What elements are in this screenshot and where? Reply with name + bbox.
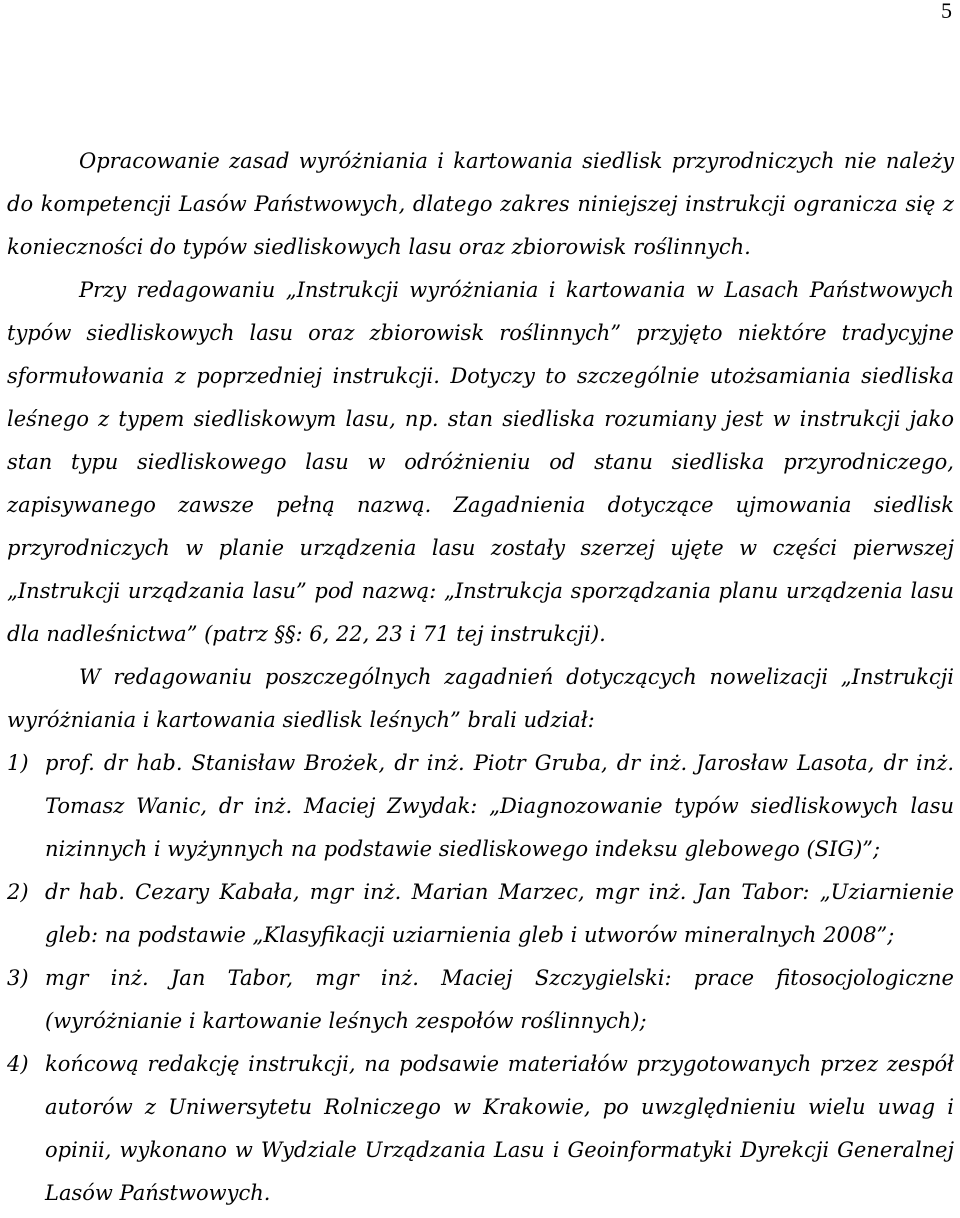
contributors-list bbox=[7, 742, 954, 1215]
list-marker: 2) bbox=[7, 880, 29, 904]
list-item bbox=[7, 1043, 954, 1215]
list-item-text: prof. dr hab. Stanisław Brożek, dr inż. Piotr Gruba, dr inż. Jarosław Lasota, dr inż. Tomasz Wanic, dr inż. Maciej Zwydak: „Diagnozowanie typów siedliskowych lasu nizinnych i wyżynnych na podstawie siedliskowego indeksu glebowego (SIG)”; bbox=[45, 751, 954, 861]
list-marker: 1) bbox=[7, 751, 29, 775]
list-item bbox=[7, 742, 954, 871]
list-marker: 4) bbox=[7, 1052, 29, 1076]
paragraph-scope: Opracowanie zasad wyróżniania i kartowania siedlisk przyrodniczych nie należy do kompetencji Lasów Państwowych, dlatego zakres niniejszej instrukcji ogranicza się z konieczności do typów siedliskowych lasu oraz zbiorowisk roślinnych. bbox=[7, 149, 954, 259]
paragraph-terminology: Przy redagowaniu „Instrukcji wyróżniania i kartowania w Lasach Państwowych typów siedliskowych lasu oraz zbiorowisk roślinnych” przyjęto niektóre tradycyjne sformułowania z poprzedniej instrukcji. Dotyczy to szczególnie utożsamiania siedliska leśnego z typem siedliskowym lasu, np. stan siedliska rozumiany jest w instrukcji jako stan typu siedliskowego lasu w odróżnieniu od stanu siedliska przyrodniczego, zapisywanego zawsze pełną nazwą. Zagadnienia dotyczące ujmowania siedlisk przyrodniczych w planie urządzenia lasu zostały szerzej ujęte w części pierwszej „Instrukcji urządzania lasu” pod nazwą: „Instrukcja sporządzania planu urządzenia lasu dla nadleśnictwa” (patrz §§: 6, 22, 23 i 71 tej instrukcji). bbox=[7, 278, 954, 646]
page-number: 5 bbox=[941, 0, 952, 23]
list-item bbox=[7, 871, 954, 957]
document-body bbox=[7, 140, 954, 1215]
list-marker: 3) bbox=[7, 966, 29, 990]
list-item-text: dr hab. Cezary Kabała, mgr inż. Marian Marzec, mgr inż. Jan Tabor: „Uziarnienie gleb: na podstawie „Klasyfikacji uziarnienia gleb i utworów mineralnych 2008”; bbox=[45, 880, 954, 947]
paragraph-contributors-intro: W redagowaniu poszczególnych zagadnień dotyczących nowelizacji „Instrukcji wyróżniania i kartowania siedlisk leśnych” brali udział: bbox=[7, 665, 954, 732]
list-item-text: końcową redakcję instrukcji, na podsawie materiałów przygotowanych przez zespół autorów z Uniwersytetu Rolniczego w Krakowie, po uwzględnieniu wielu uwag i opinii, wykonano w Wydziale Urządzania Lasu i Geoinformatyki Dyrekcji Generalnej Lasów Państwowych. bbox=[45, 1052, 954, 1205]
list-item bbox=[7, 957, 954, 1043]
list-item-text: mgr inż. Jan Tabor, mgr inż. Maciej Szczygielski: prace fitosocjologiczne (wyróżnianie i kartowanie leśnych zespołów roślinnych); bbox=[45, 966, 954, 1033]
